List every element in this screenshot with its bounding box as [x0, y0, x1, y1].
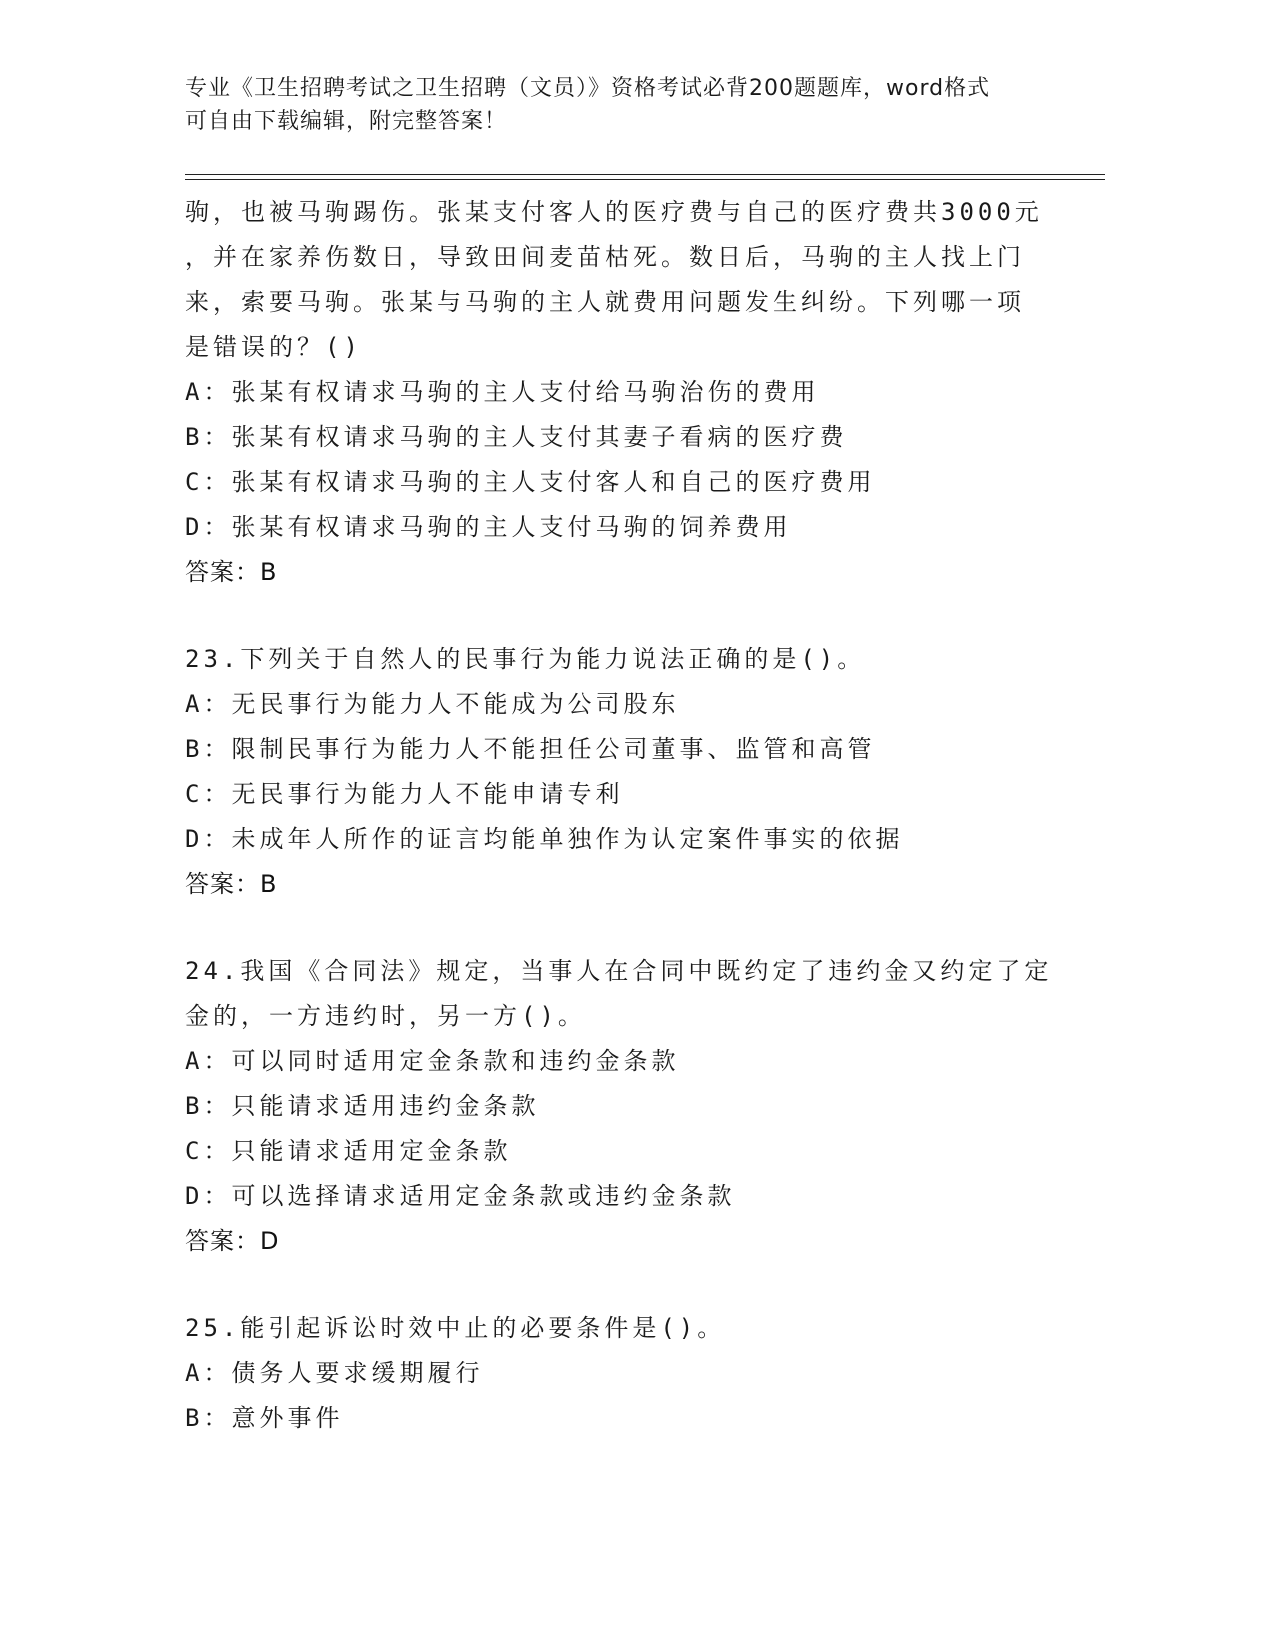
header-line-2: 可自由下载编辑，附完整答案！	[185, 109, 508, 134]
question-spacer	[185, 907, 1085, 949]
question-spacer	[185, 595, 1085, 637]
option-b: B：只能请求适用违约金条款	[185, 1092, 540, 1120]
option-a: A：无民事行为能力人不能成为公司股东	[185, 690, 680, 718]
question-spacer	[185, 1264, 1085, 1306]
question-list	[185, 190, 1085, 1441]
option-c: C：只能请求适用定金条款	[185, 1137, 512, 1165]
option-d: D：可以选择请求适用定金条款或违约金条款	[185, 1182, 736, 1210]
answer-line: 答案：D	[185, 1227, 280, 1255]
answer-line: 答案：B	[185, 870, 278, 898]
option-b: B：意外事件	[185, 1404, 344, 1432]
question-24	[185, 949, 1085, 1264]
document-header	[185, 72, 1085, 138]
question-stem-line: 是错误的？()	[185, 333, 362, 361]
question-stem-line: 金的，一方违约时，另一方()。	[185, 1002, 586, 1030]
question-23	[185, 637, 1085, 907]
option-d: D：未成年人所作的证言均能单独作为认定案件事实的依据	[185, 825, 904, 853]
option-c: C：张某有权请求马驹的主人支付客人和自己的医疗费用	[185, 468, 876, 496]
question-stem-line: ，并在家养伤数日，导致田间麦苗枯死。数日后，马驹的主人找上门	[185, 243, 1025, 271]
question-stem-line: 来，索要马驹。张某与马驹的主人就费用问题发生纠纷。下列哪一项	[185, 288, 1025, 316]
question-stem-line: 23.下列关于自然人的民事行为能力说法正确的是()。	[185, 645, 866, 673]
question-25	[185, 1306, 1085, 1441]
option-a: A：张某有权请求马驹的主人支付给马驹治伤的费用	[185, 378, 820, 406]
question-stem-line: 25.能引起诉讼时效中止的必要条件是()。	[185, 1314, 726, 1342]
question-stem-line: 24.我国《合同法》规定，当事人在合同中既约定了违约金又约定了定	[185, 957, 1053, 985]
answer-line: 答案：B	[185, 558, 278, 586]
question-stem-line: 驹，也被马驹踢伤。张某支付客人的医疗费与自己的医疗费共3000元	[185, 198, 1043, 226]
question-22	[185, 190, 1085, 595]
header-line-1: 专业《卫生招聘考试之卫生招聘（文员）》资格考试必背200题题库，word格式	[185, 76, 991, 101]
option-d: D：张某有权请求马驹的主人支付马驹的饲养费用	[185, 513, 792, 541]
header-divider-bottom	[185, 179, 1105, 180]
option-a: A：债务人要求缓期履行	[185, 1359, 484, 1387]
option-c: C：无民事行为能力人不能申请专利	[185, 780, 624, 808]
option-a: A：可以同时适用定金条款和违约金条款	[185, 1047, 680, 1075]
option-b: B：限制民事行为能力人不能担任公司董事、监管和高管	[185, 735, 876, 763]
option-b: B：张某有权请求马驹的主人支付其妻子看病的医疗费	[185, 423, 848, 451]
header-divider-top	[185, 174, 1105, 175]
